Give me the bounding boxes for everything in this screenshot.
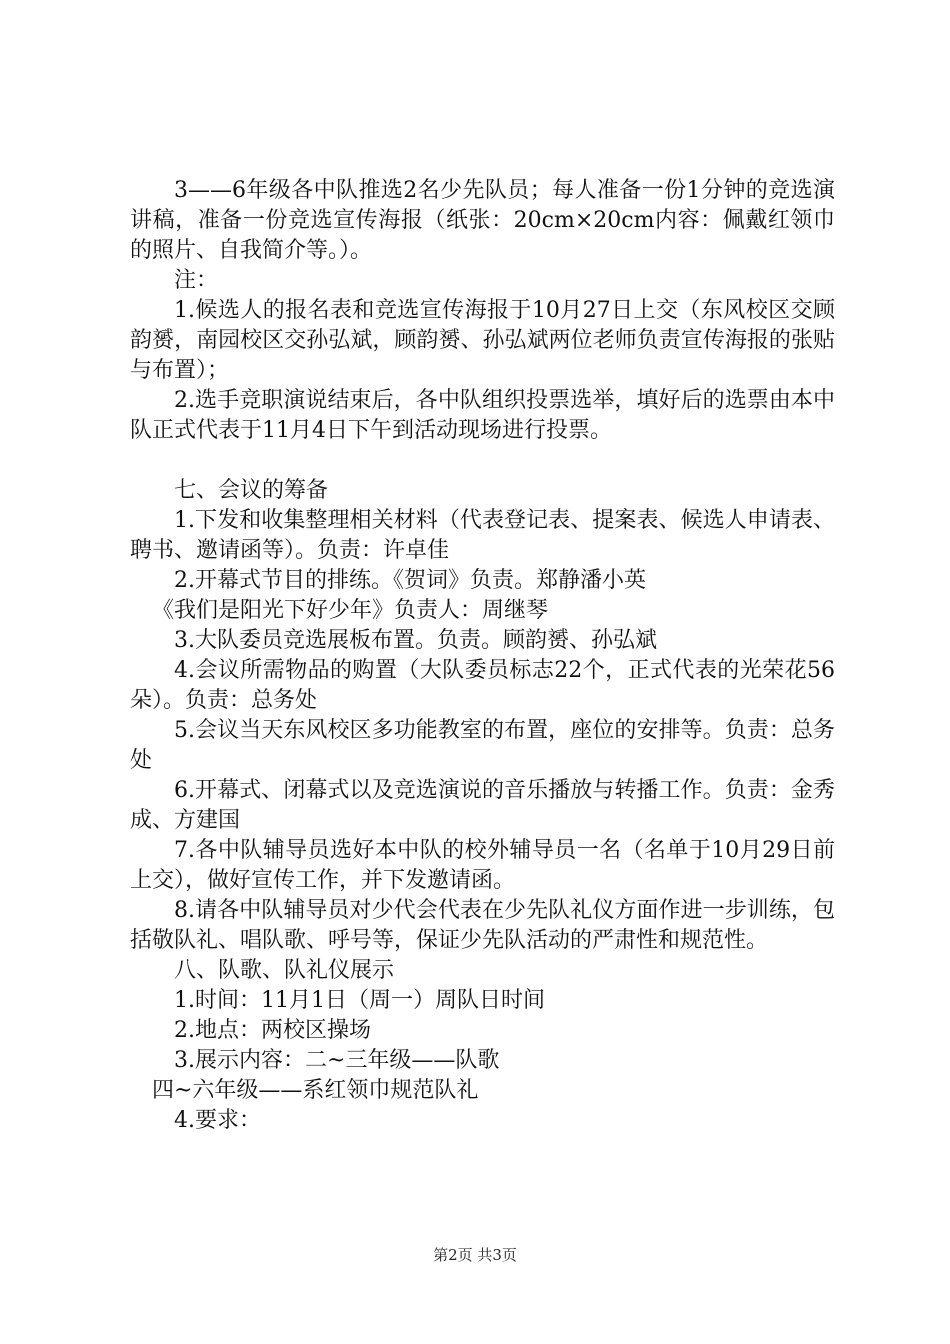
document-body	[130, 176, 835, 1136]
paragraph-prep-8: 8.请各中队辅导员对少代会代表在少先队礼仪方面作进一步训练，包括敬队礼、唱队歌、呼号等，保证少先队活动的严肃性和规范性。	[130, 898, 835, 953]
section-gap	[130, 446, 835, 476]
paragraph-prep-7: 7.各中队辅导员选好本中队的校外辅导员一名（名单于10月29日前上交），做好宣传工作，并下发邀请函。	[130, 838, 835, 893]
page-footer: 第2页 共3页	[433, 1246, 517, 1264]
paragraph-prep-6: 6.开幕式、闭幕式以及竞选演说的音乐播放与转播工作。负责：金秀成、方建国	[130, 778, 835, 833]
paragraph-prep-1: 1.下发和收集整理相关材料（代表登记表、提案表、候选人申请表、聘书、邀请函等）。负责：许卓佳	[130, 508, 835, 563]
paragraph-ceremony-place: 2.地点：两校区操场	[174, 1018, 371, 1043]
paragraph-note-1: 1.候选人的报名表和竞选宣传海报于10月27日上交（东风校区交顾韵赟，南园校区交孙弘斌，顾韵赟、孙弘斌两位老师负责宣传海报的张贴与布置）；	[130, 298, 835, 383]
paragraph-ceremony-content: 3.展示内容：二~三年级——队歌	[174, 1048, 500, 1073]
paragraph-note-heading: 注：	[174, 268, 219, 293]
section-heading-ceremony: 八、队歌、队礼仪展示	[174, 958, 395, 983]
paragraph-prep-4: 4.会议所需物品的购置（大队委员标志22个，正式代表的光荣花56朵）。负责：总务处	[130, 658, 835, 713]
paragraph-ceremony-time: 1.时间：11月1日（周一）周队日时间	[174, 988, 545, 1013]
paragraph-prep-2-continued: 《我们是阳光下好少年》负责人：周继琴	[152, 598, 549, 623]
paragraph-candidate-requirements: 3——6年级各中队推选2名少先队员；每人准备一份1分钟的竞选演讲稿，准备一份竞选宣传海报（纸张：20cm×20cm内容：佩戴红领巾的照片、自我简介等。）。	[130, 178, 835, 263]
paragraph-prep-2: 2.开幕式节目的排练。《贺词》负责。郑静潘小英	[174, 568, 646, 593]
paragraph-ceremony-requirements: 4.要求：	[174, 1108, 261, 1133]
paragraph-prep-3: 3.大队委员竞选展板布置。负责。顾韵赟、孙弘斌	[174, 628, 657, 653]
paragraph-note-2: 2.选手竞职演说结束后，各中队组织投票选举，填好后的选票由本中队正式代表于11月4日下午到活动现场进行投票。	[130, 388, 835, 443]
paragraph-ceremony-content-continued: 四~六年级——系红领巾规范队礼	[152, 1078, 479, 1103]
section-heading-preparation: 七、会议的筹备	[174, 478, 329, 503]
paragraph-prep-5: 5.会议当天东风校区多功能教室的布置，座位的安排等。负责：总务处	[130, 718, 835, 773]
